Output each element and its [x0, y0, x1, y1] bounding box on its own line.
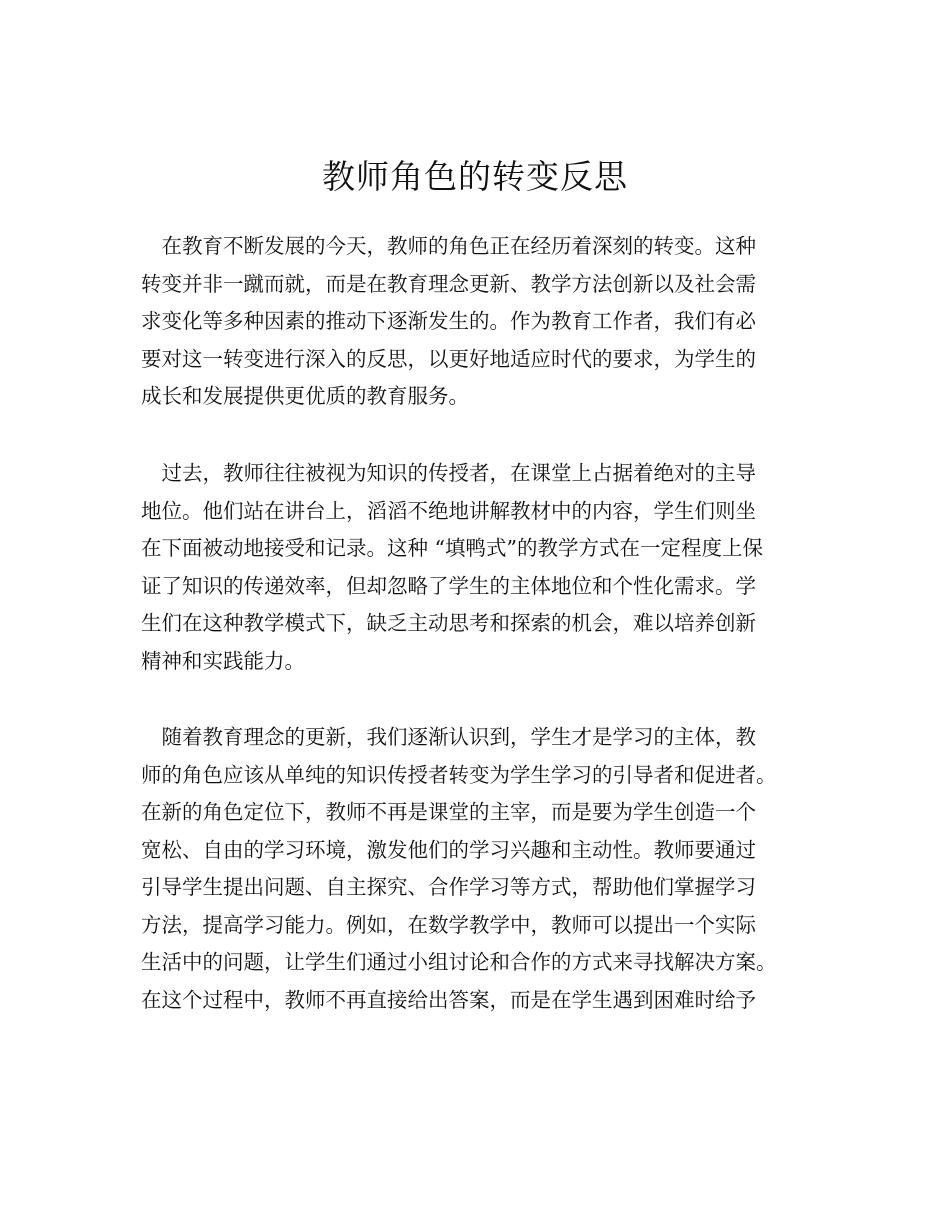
- paragraph-line: 成长和发展提供更优质的教育服务。: [141, 384, 469, 408]
- paragraph-line: 生活中的问题，让学生们通过小组讨论和合作的方式来寻找解决方案。: [141, 950, 777, 974]
- paragraph-line: 生们在这种教学模式下，缺乏主动思考和探索的机会，难以培养创新: [141, 611, 756, 635]
- paragraph-line: 在这个过程中，教师不再直接给出答案，而是在学生遇到困难时给予: [141, 987, 756, 1012]
- paragraph-line: 引导学生提出问题、自主探究、合作学习等方式，帮助他们掌握学习: [141, 875, 756, 899]
- paragraph-line: 在下面被动地接受和记录。这种 “填鸭式”的教学方式在一定程度上保: [141, 536, 763, 560]
- paragraph-2: [141, 455, 763, 680]
- paragraph-line: 在新的角色定位下，教师不再是课堂的主宰，而是要为学生创造一个: [141, 800, 756, 824]
- paragraph-1: [141, 228, 756, 416]
- paragraph-line: 转变并非一蹴而就，而是在教育理念更新、教学方法创新以及社会需: [141, 271, 756, 296]
- document-title: 教师角色的转变反思: [322, 157, 628, 196]
- paragraph-line: 方法，提高学习能力。例如，在数学教学中，教师可以提出一个实际: [141, 912, 756, 937]
- paragraph-line: 随着教育理念的更新，我们逐渐认识到，学生才是学习的主体，教: [141, 725, 756, 749]
- paragraph-line: 师的角色应该从单纯的知识传授者转变为学生学习的引导者和促进者。: [141, 762, 777, 787]
- paragraph-line: 要对这一转变进行深入的反思，以更好地适应时代的要求，为学生的: [141, 346, 756, 371]
- paragraph-3: [141, 719, 777, 1019]
- paragraph-line: 证了知识的传递效率，但却忽略了学生的主体地位和个性化需求。学: [141, 573, 756, 598]
- paragraph-line: 精神和实践能力。: [141, 648, 305, 673]
- paragraph-line: 地位。他们站在讲台上，滔滔不绝地讲解教材中的内容，学生们则坐: [141, 498, 756, 523]
- paragraph-line: 过去，教师往往被视为知识的传授者，在课堂上占据着绝对的主导: [141, 461, 756, 485]
- paragraph-line: 宽松、自由的学习环境，激发他们的学习兴趣和主动性。教师要通过: [141, 837, 756, 862]
- paragraph-line: 在教育不断发展的今天，教师的角色正在经历着深刻的转变。这种: [141, 234, 756, 258]
- paragraph-line: 求变化等多种因素的推动下逐渐发生的。作为教育工作者，我们有必: [141, 309, 756, 333]
